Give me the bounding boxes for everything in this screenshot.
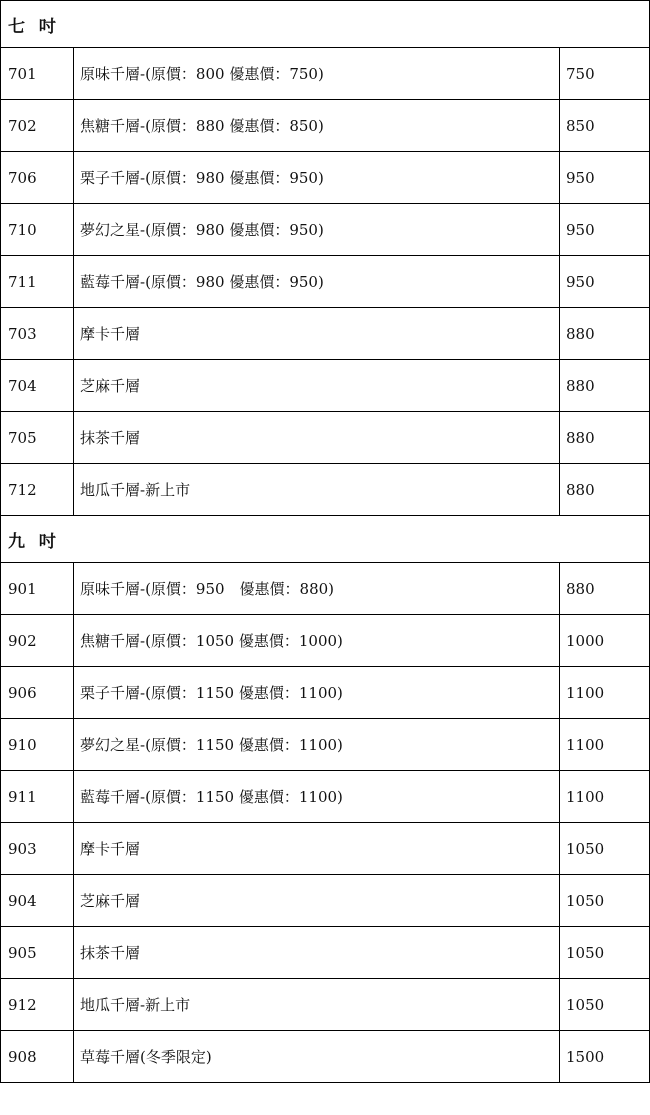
item-name: 焦糖千層-(原價：880 優惠價：850): [74, 100, 560, 152]
item-name: 焦糖千層-(原價：1050 優惠價：1000): [74, 615, 560, 667]
item-code: 904: [1, 875, 74, 927]
item-price: 850: [560, 100, 650, 152]
item-price: 1000: [560, 615, 650, 667]
table-row: [1, 360, 650, 412]
item-name: 抹茶千層: [74, 412, 560, 464]
item-name: 夢幻之星-(原價：980 優惠價：950): [74, 204, 560, 256]
item-price: 950: [560, 256, 650, 308]
item-name: 藍莓千層-(原價：980 優惠價：950): [74, 256, 560, 308]
item-name: 草莓千層(冬季限定): [74, 1031, 560, 1083]
item-code: 701: [1, 48, 74, 100]
item-price: 880: [560, 563, 650, 615]
item-code: 902: [1, 615, 74, 667]
item-code: 912: [1, 979, 74, 1031]
item-price: 880: [560, 464, 650, 516]
item-code: 712: [1, 464, 74, 516]
item-name: 栗子千層-(原價：1150 優惠價：1100): [74, 667, 560, 719]
table-row: [1, 875, 650, 927]
item-name: 原味千層-(原價：950 優惠價：880): [74, 563, 560, 615]
section-title-7-inch: 七 吋: [0, 0, 650, 47]
item-code: 702: [1, 100, 74, 152]
table-row: [1, 563, 650, 615]
item-code: 710: [1, 204, 74, 256]
item-code: 906: [1, 667, 74, 719]
price-table-7-inch: [0, 47, 650, 516]
item-name: 夢幻之星-(原價：1150 優惠價：1100): [74, 719, 560, 771]
item-price: 950: [560, 152, 650, 204]
item-price: 880: [560, 308, 650, 360]
table-row: [1, 308, 650, 360]
item-code: 703: [1, 308, 74, 360]
table-row: [1, 412, 650, 464]
item-name: 芝麻千層: [74, 360, 560, 412]
item-name: 藍莓千層-(原價：1150 優惠價：1100): [74, 771, 560, 823]
item-code: 910: [1, 719, 74, 771]
item-name: 摩卡千層: [74, 308, 560, 360]
item-code: 705: [1, 412, 74, 464]
item-name: 原味千層-(原價：800 優惠價：750): [74, 48, 560, 100]
section-title-9-inch: 九 吋: [0, 516, 650, 562]
item-code: 905: [1, 927, 74, 979]
item-code: 706: [1, 152, 74, 204]
item-price: 1050: [560, 875, 650, 927]
table-row: [1, 1031, 650, 1083]
table-row: [1, 719, 650, 771]
item-name: 芝麻千層: [74, 875, 560, 927]
item-price: 880: [560, 412, 650, 464]
item-price: 1050: [560, 927, 650, 979]
item-code: 908: [1, 1031, 74, 1083]
item-price: 1100: [560, 667, 650, 719]
table-row: [1, 615, 650, 667]
item-name: 地瓜千層-新上市: [74, 464, 560, 516]
item-name: 地瓜千層-新上市: [74, 979, 560, 1031]
table-row: [1, 48, 650, 100]
item-code: 911: [1, 771, 74, 823]
item-price: 1500: [560, 1031, 650, 1083]
item-price: 750: [560, 48, 650, 100]
table-row: [1, 256, 650, 308]
table-row: [1, 100, 650, 152]
table-row: [1, 667, 650, 719]
item-code: 704: [1, 360, 74, 412]
item-price: 1100: [560, 719, 650, 771]
item-price: 1050: [560, 979, 650, 1031]
table-row: [1, 204, 650, 256]
item-price: 880: [560, 360, 650, 412]
table-row: [1, 464, 650, 516]
item-name: 栗子千層-(原價：980 優惠價：950): [74, 152, 560, 204]
table-row: [1, 927, 650, 979]
item-price: 950: [560, 204, 650, 256]
item-code: 903: [1, 823, 74, 875]
item-code: 901: [1, 563, 74, 615]
item-name: 抹茶千層: [74, 927, 560, 979]
table-row: [1, 979, 650, 1031]
item-code: 711: [1, 256, 74, 308]
table-row: [1, 771, 650, 823]
table-row: [1, 152, 650, 204]
item-name: 摩卡千層: [74, 823, 560, 875]
item-price: 1050: [560, 823, 650, 875]
item-price: 1100: [560, 771, 650, 823]
price-table-9-inch: [0, 562, 650, 1083]
table-row: [1, 823, 650, 875]
